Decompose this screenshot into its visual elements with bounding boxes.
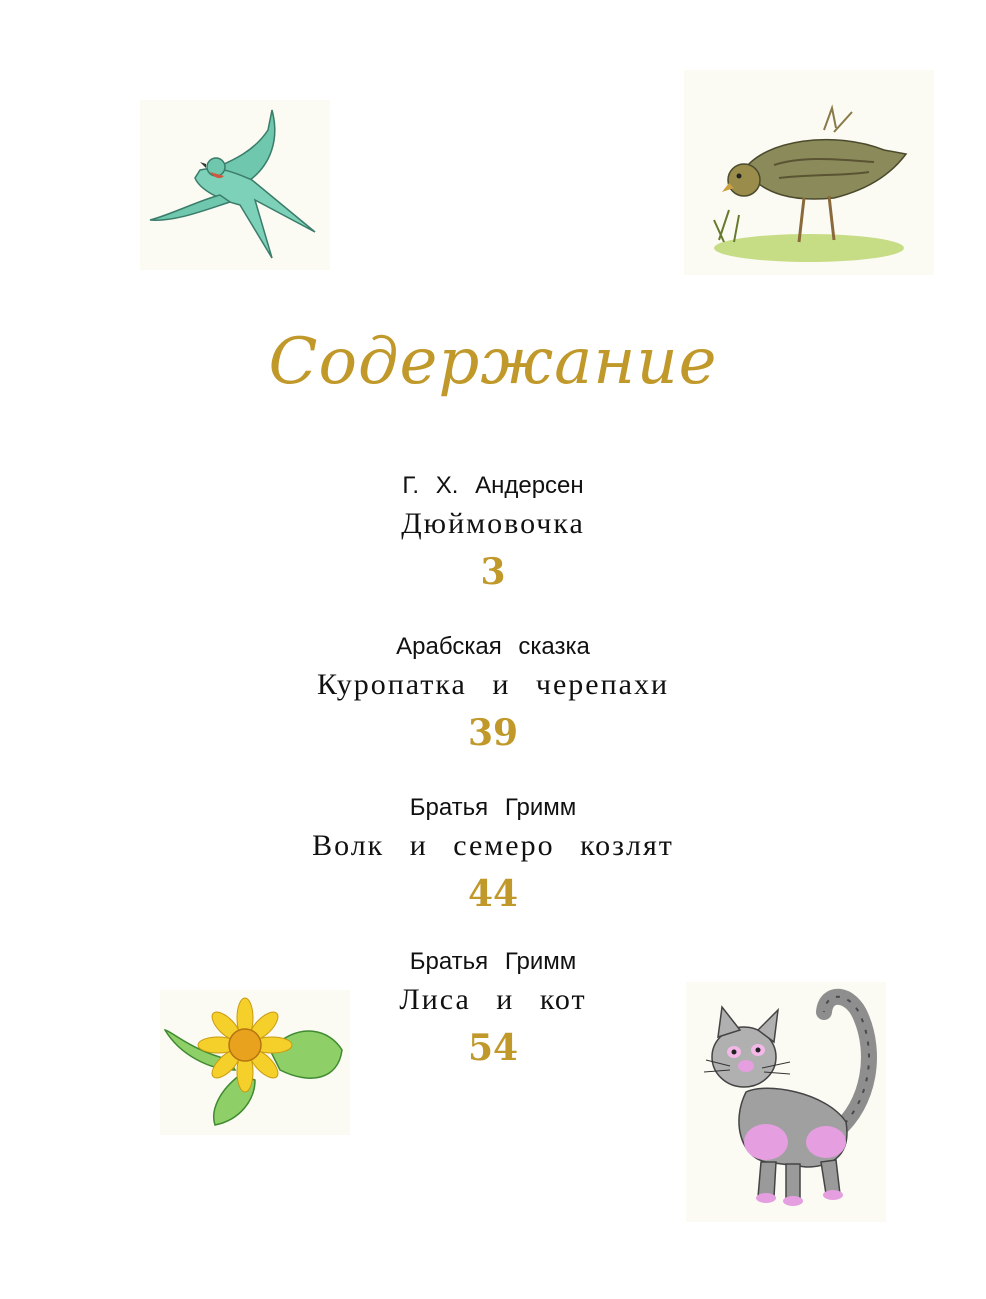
entry-story-title: Лиса и кот — [399, 983, 587, 1016]
swallow-illustration — [140, 100, 330, 270]
entry-page-number: 54 — [467, 1027, 519, 1069]
entry-page-number: 39 — [467, 712, 519, 754]
entry-author: Арабская сказка — [396, 633, 590, 660]
partridge-illustration — [684, 70, 934, 275]
entry-author: Г. Х. Андерсен — [402, 472, 584, 499]
entry-story-title: Волк и семеро козлят — [312, 829, 674, 862]
cat-illustration — [686, 982, 886, 1222]
entry-page-number: 44 — [467, 873, 519, 915]
entry-story-title: Куропатка и черепахи — [316, 668, 670, 701]
entry-story-title: Дюймовочка — [401, 507, 585, 540]
page-title: Содержание — [268, 325, 718, 399]
sunflower-illustration — [160, 990, 350, 1135]
entry-author: Братья Гримм — [409, 948, 577, 975]
toc-entry[interactable] — [0, 472, 986, 592]
toc-entry[interactable] — [0, 794, 986, 914]
entry-page-number: 3 — [480, 551, 506, 593]
toc-entry[interactable] — [0, 633, 986, 753]
entry-author: Братья Гримм — [409, 794, 577, 821]
